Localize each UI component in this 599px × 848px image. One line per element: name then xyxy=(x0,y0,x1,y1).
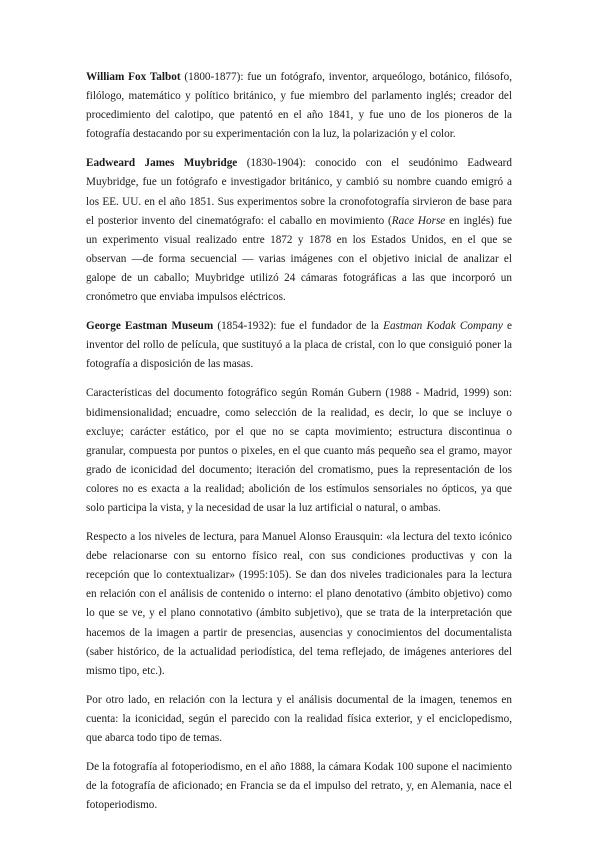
paragraph-text: (1800-1877): fue un fotógrafo, inventor, arqueólogo, botánico, filósofo, filólogo, matemático y político británico, y fue miembro del parlamento inglés; creador del procedimiento del calotipo, que patentó en el año 1841, y fue uno de los pioneros de la fotografía destacando por su experimentación con la luz, la polarización y el color. xyxy=(86,71,513,141)
paragraph-fotoperiodismo: De la fotografía al fotoperiodismo, en el año 1888, la cámara Kodak 100 supone el nacimiento de la fotografía de aficionado; en Francia se da el impulso del retrato, y, en Alemania, nace el fotoperiodismo. xyxy=(86,761,512,812)
paragraph-talbot xyxy=(86,68,512,144)
paragraph-muybridge xyxy=(86,154,512,307)
paragraph-eastman xyxy=(86,317,512,374)
paragraph-text: e inventor del rollo de película, que sustituyó a la placa de cristal, con lo que consiguió poner la fotografía a disposición de las masas. xyxy=(86,320,512,371)
paragraph-text: (1854-1932): fue el fundador de la xyxy=(213,320,384,333)
name-eadweard-james-muybridge: Eadweard James Muybridge xyxy=(86,157,238,170)
name-george-eastman-museum: George Eastman Museum xyxy=(86,320,214,333)
paragraph-analisis-documental: Por otro lado, en relación con la lectura y el análisis documental de la imagen, tenemos en cuenta: la iconicidad, según el parecido con la realidad física exterior, y el enciclopedismo, que abarca todo tipo de temas. xyxy=(86,693,512,744)
name-william-fox-talbot: William Fox Talbot xyxy=(86,71,181,83)
paragraph-caracteristicas: Características del documento fotográfico según Román Gubern (1988 - Madrid, 1999) son: bidimensionalidad; encuadre, como selección de la realidad, es decir, lo que se incluye o excluye; carácter estático, por el que no se capta movimiento; estructura discontinua o granular, compuesta por puntos o pixeles, en el que cuanto más pequeño sea el gramo, mayor grado de iconicidad del documento; iteración del cromatismo, pues la representación de los colores no es exacta a la realidad; abolición de los estímulos sensoriales no ópticos, ya que solo participa la vista, y la necesidad de usar la luz artificial o natural, o ambas. xyxy=(86,387,512,514)
paragraph-niveles-lectura: Respecto a los niveles de lectura, para Manuel Alonso Erausquin: «la lectura del texto icónico debe relacionarse con su entorno físico real, con sus condiciones productivas y con la recepción que lo contextualizar» (1995:105). Se dan dos niveles tradicionales para la lectura en relación con el análisis de contenido o interno: el plano denotativo (ámbito objetivo) como lo que se ve, y el plano connotativo (ámbito subjetivo), que se trata de la interpretación que hacemos de la imagen a partir de presencias, ausencias y conocimientos del documentalista (saber histórico, de la actualidad periodística, del tema reflejado, de imágenes anteriores del mismo tipo, etc.). xyxy=(86,531,512,677)
document-body xyxy=(86,68,512,825)
paragraph-text: (1830-1904): conocido con el seudónimo Eadweard Muybridge, fue un fotógrafo e investigador británico, y cambió su nombre cuando emigró a los EE. UU. en el año 1851. Sus experimentos sobre la cronofotografía sirvieron de base para el posterior invento del cinematógrafo: el caballo en movimiento ( xyxy=(86,157,512,227)
italic-race-horse: Race Horse xyxy=(391,214,446,227)
italic-eastman-kodak-company: Eastman Kodak Company xyxy=(383,320,503,333)
paragraph-text: en inglés) fue un experimento visual realizado entre 1872 y 1878 en los Estados Unidos, en el que se observan —de forma secuencial — varias imágenes con el objetivo inicial de analizar el galope de un caballo; Muybridge utilizó 24 cámaras fotográficas a las que incorporó un cronómetro que enviaba impulsos eléctricos. xyxy=(86,214,512,304)
